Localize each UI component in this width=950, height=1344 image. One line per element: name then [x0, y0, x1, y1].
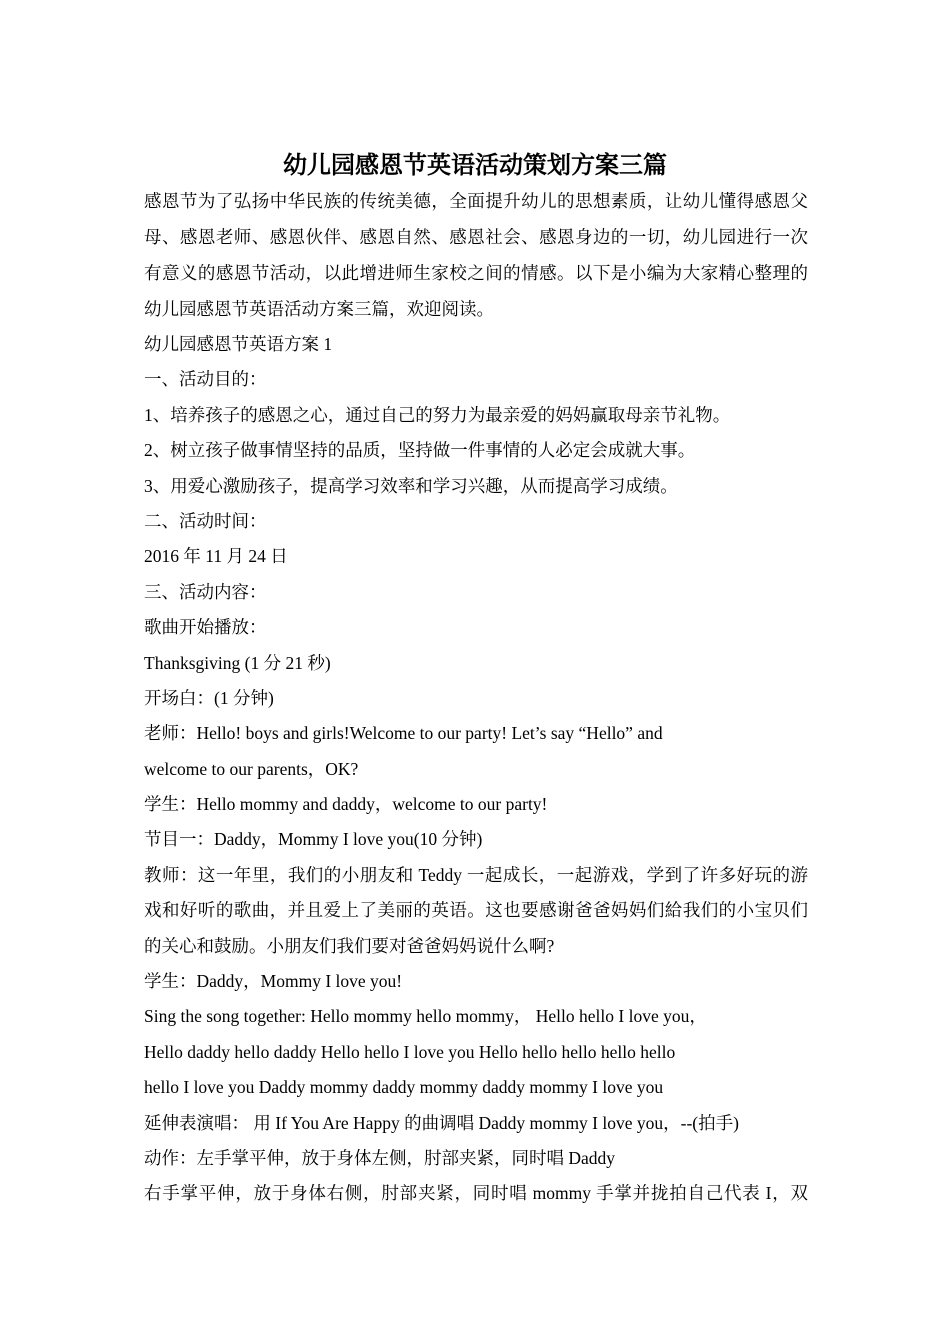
lyrics-line-3: hello I love you Daddy mommy daddy mommy daddy mommy I love you	[144, 1077, 664, 1098]
teacher-line-2: welcome to our parents，OK?	[144, 758, 359, 779]
teacher-paragraph: 教师：这一年里，我们的小朋友和 Teddy 一起成长，一起游戏，学到了许多好玩的游戏和好听的歌曲，并且爱上了美丽的英语。这也要感谢爸爸妈妈们給我们的小宝贝们的关心和鼓励。小朋友们我们要对爸爸妈妈说什么啊?	[144, 864, 808, 956]
extension-line: 延伸表演唱： 用 If You Are Happy 的曲调唱 Daddy mommy I love you，--(拍手)	[144, 1112, 739, 1133]
section-heading-content: 三、活动内容：	[144, 581, 267, 602]
intro-paragraph: 感恩节为了弘扬中华民族的传统美德，全面提升幼儿的思想素质，让幼儿懂得感恩父母、感恩老师、感恩伙伴、感恩自然、感恩社会、感恩身边的一切，幼儿园进行一次有意义的感恩节活动，以此增进师生家校之间的情感。以下是小编为大家精心整理的幼儿园感恩节英语活动方案三篇，欢迎阅读。	[144, 191, 808, 319]
opening-line: 开场白：(1 分钟)	[144, 687, 274, 708]
goal-item-2: 2、树立孩子做事情坚持的品质，坚持做一件事情的人必定会成就大事。	[144, 440, 696, 461]
action-line-2: 右手掌平伸，放于身体右侧，肘部夹紧，同时唱 mommy 手掌并拢拍自己代表 I，双	[144, 1183, 808, 1204]
teacher-line-1: 老师：Hello! boys and girls!Welcome to our party! Let’s say “Hello” and	[144, 723, 663, 744]
section-heading-time: 二、活动时间：	[144, 510, 267, 531]
lyrics-line-1: Sing the song together: Hello mommy hello mommy， Hello hello I love you，	[144, 1006, 707, 1027]
song-start-line: 歌曲开始播放：	[144, 617, 267, 638]
goal-item-1: 1、培养孩子的感恩之心，通过自己的努力为最亲爱的妈妈赢取母亲节礼物。	[144, 404, 731, 425]
document-title: 幼儿园感恩节英语活动策划方案三篇	[283, 153, 667, 180]
section-heading-purpose: 一、活动目的：	[144, 369, 267, 390]
goal-item-3: 3、用爱心激励孩子，提高学习效率和学习兴趣，从而提高学习成绩。	[144, 475, 678, 496]
plan-heading: 幼儿园感恩节英语方案 1	[144, 334, 333, 354]
document-body	[144, 183, 808, 1212]
student-line-1: 学生：Hello mommy and daddy，welcome to our party!	[144, 794, 548, 815]
activity-date: 2016 年 11 月 24 日	[144, 546, 288, 567]
song-name-line: Thanksgiving (1 分 21 秒)	[144, 652, 331, 673]
action-line-1: 动作：左手掌平伸，放于身体左侧，肘部夹紧，同时唱 Daddy	[144, 1148, 616, 1169]
program-1-heading: 节目一：Daddy，Mommy I love you(10 分钟)	[144, 829, 483, 850]
lyrics-line-2: Hello daddy hello daddy Hello hello I love you Hello hello hello hello hello	[144, 1041, 676, 1062]
student-line-2: 学生：Daddy，Mommy I love you!	[144, 971, 403, 992]
